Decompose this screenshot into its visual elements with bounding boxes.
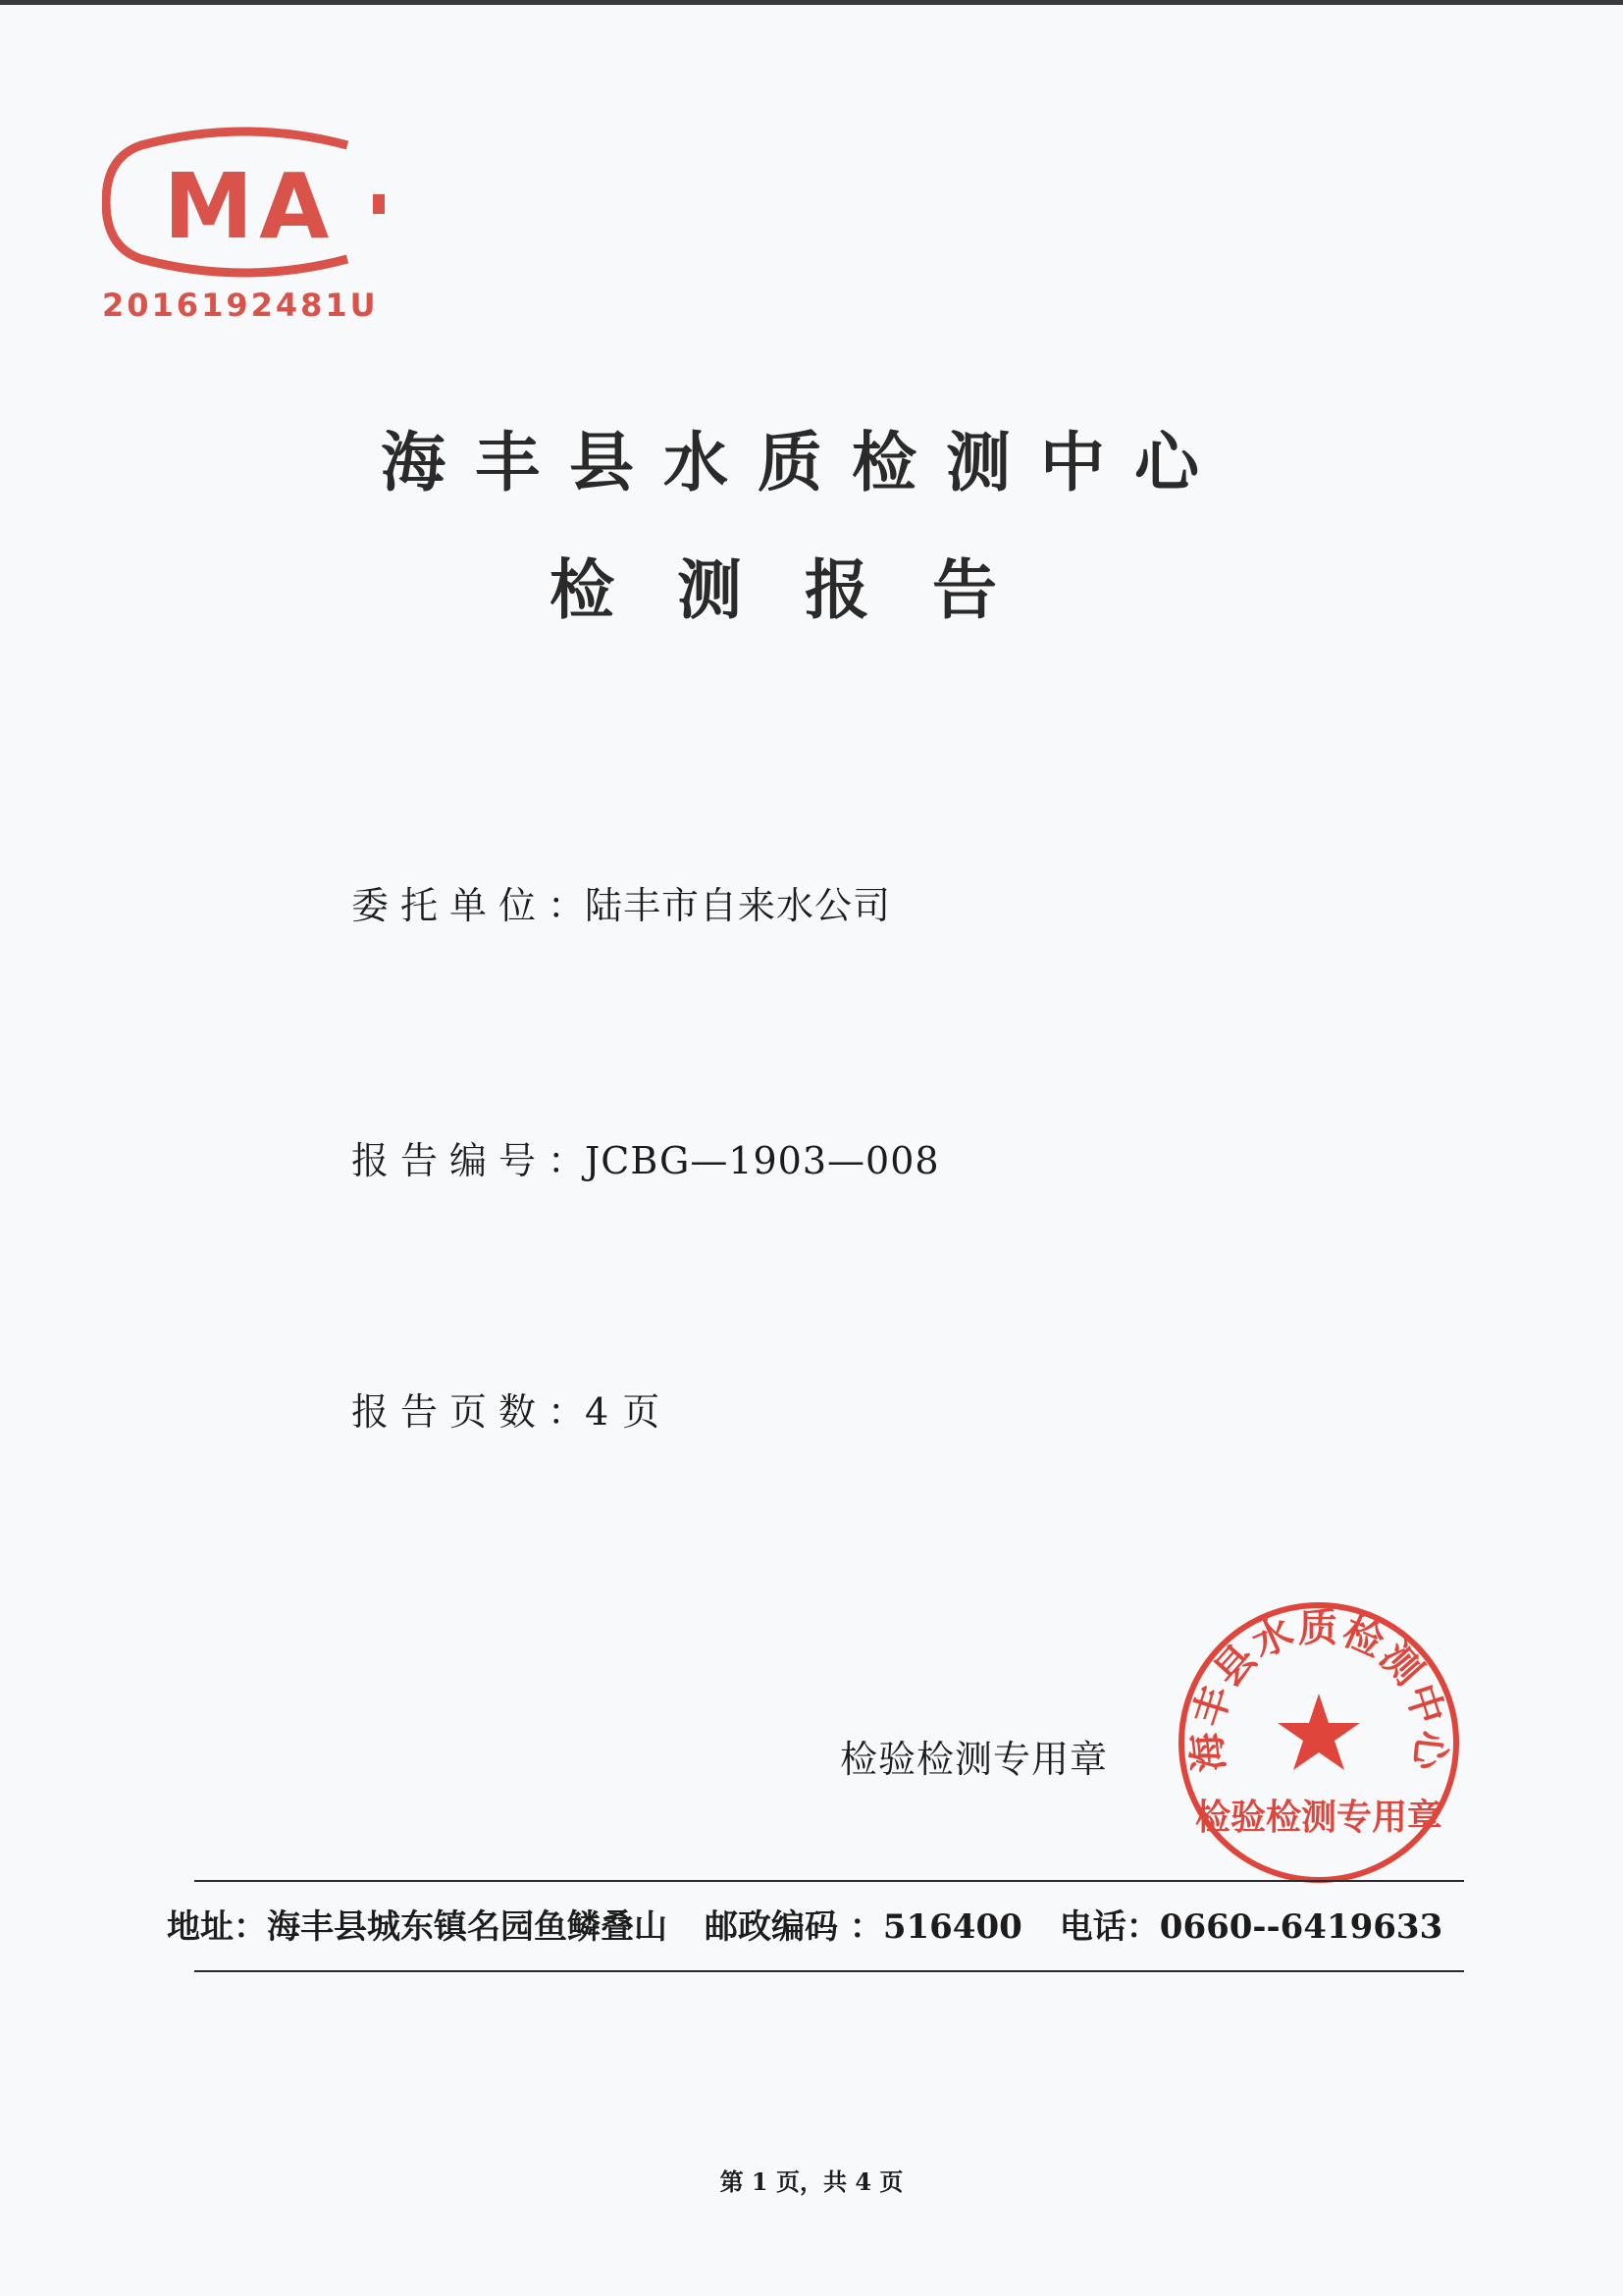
organization-title: 海丰县水质检测中心 bbox=[381, 424, 1229, 500]
client-field: 委托单位：陆丰市自来水公司 bbox=[351, 884, 892, 927]
seal-star-icon bbox=[1278, 1694, 1360, 1770]
page-count-field: 报告页数：4 页 bbox=[351, 1390, 661, 1434]
report-number-field: 报告编号：JCBG—1903—008 bbox=[351, 1139, 940, 1182]
seal-name-text: 海丰县水质检测中心 bbox=[1182, 1604, 1455, 1775]
client-value: 陆丰市自来水公司 bbox=[585, 884, 892, 927]
page-indicator: 第 1 页，共 4 页 bbox=[719, 2167, 904, 2196]
footer-rule-bottom bbox=[194, 1970, 1464, 1972]
seal-bottom-text: 检验检测专用章 bbox=[1194, 1797, 1443, 1838]
report-title: 检测报告 bbox=[550, 551, 1060, 628]
cma-mark-text: MA bbox=[163, 154, 336, 259]
phone-text: 电话：0660--6419633 bbox=[1059, 1907, 1443, 1947]
stamp-caption: 检验检测专用章 bbox=[840, 1738, 1109, 1781]
page-count-value: 4 页 bbox=[585, 1390, 661, 1434]
postcode-text: 邮政编码 ：516400 bbox=[705, 1907, 1022, 1947]
address-text: 地址：海丰县城东镇名园鱼鳞叠山 bbox=[167, 1907, 667, 1947]
footer-rule-top bbox=[194, 1880, 1464, 1882]
cma-logo bbox=[102, 124, 387, 281]
official-seal bbox=[1172, 1595, 1466, 1890]
client-label: 委托单位 bbox=[351, 884, 549, 927]
contact-line bbox=[167, 1900, 1501, 1948]
report-number-value: JCBG—1903—008 bbox=[585, 1139, 940, 1182]
report-number-label: 报告编号 bbox=[351, 1139, 549, 1182]
scan-top-edge bbox=[0, 0, 1623, 5]
page-count-label: 报告页数 bbox=[351, 1390, 549, 1434]
cma-certificate-number: 2016192481U bbox=[102, 287, 379, 324]
